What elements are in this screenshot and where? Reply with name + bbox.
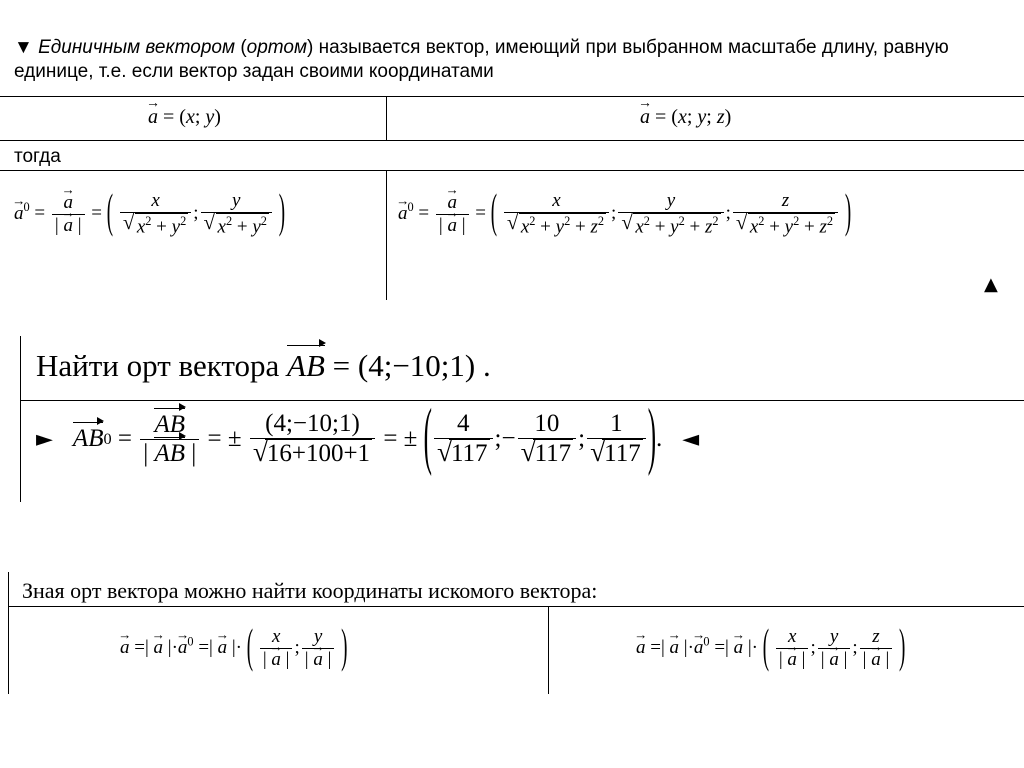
down-triangle-icon: ▼: [14, 37, 33, 58]
table1-row-divider: [0, 140, 1024, 141]
table2-col-divider: [548, 606, 549, 694]
intro-paragraph: ▼ Единичным вектором (ортом) называется вектор, имеющий при выбранном масштабе длину, равную единице, т.е. если вектор задан своими координатами: [14, 37, 949, 82]
intro-text: называется вектор, имеющий при выбранном масштабе длину, равную единице, т.е. если вектор задан своими координатами: [14, 37, 949, 82]
step-radicand: 16+100+1: [266, 440, 371, 467]
table1-col-divider-top: [386, 96, 387, 140]
intro-alt-term: ортом: [246, 37, 307, 58]
step-numerator: (4;−10;1): [265, 410, 360, 437]
unit-vector-formula-3d: → $a^0$ = → $\frac{a}{| \to a |}$ = ( x √ $x^2 + y^2 + z^2$ ; y √ $x^2 + y^2 + z^2$ ; z √ $x^2 + y^2 + z^2$ ): [398, 190, 851, 238]
table2-left-border: [8, 572, 9, 694]
example-left-border: [20, 336, 21, 502]
then-label: тогда: [14, 146, 61, 167]
table2-divider: [8, 606, 1024, 607]
unit-vector-formula-2d: → $a^0$ = → $\frac{a}{| \to a |}$ = ( x √ $x^2 + y^2$ ; y √ $x^2 + y^2$ ): [14, 190, 285, 238]
example-divider: [20, 400, 1024, 401]
vector-from-unit-formula-2d: → a =| → a |·→ $a^0$ =| → a |· ( $\frac{x}{| \to a |}$ ; $\frac{y}{| \to a |}$ ): [120, 626, 347, 671]
table1-left-header: → a = (x; y): [148, 106, 221, 129]
vector-ab: AB: [287, 348, 325, 383]
table1-col-divider-bottom: [386, 170, 387, 300]
example-solution: ► AB 0 = $\frac{AB}{| AB |}$ = ± (4;−10;1) √ 16+100+1 = ± ( 4 √ 117 ;− 10 √ 117 ; 1 √ 117 ) . ◄: [36, 410, 699, 468]
table2-caption: Зная орт вектора можно найти координаты искомого вектора:: [22, 578, 598, 603]
vector-from-unit-formula-3d: → a =| → a |·→ $a^0$ =| → a |· ( $\frac{x}{| \to a |}$ ; $\frac{y}{| \to a |}$ ; $\frac{z}{| \to a |}$ ): [636, 626, 905, 671]
intro-term: Единичным вектором: [38, 37, 236, 58]
example-prompt: Найти орт вектора AB = (4;−10;1) .: [36, 348, 491, 383]
up-triangle-icon: ▲: [984, 274, 998, 295]
table1-right-header: → a = (x; y; z): [640, 106, 731, 129]
right-triangle-icon: ►: [36, 426, 53, 452]
table1-row-divider-2: [0, 170, 1024, 171]
left-triangle-icon: ◄: [682, 426, 700, 452]
